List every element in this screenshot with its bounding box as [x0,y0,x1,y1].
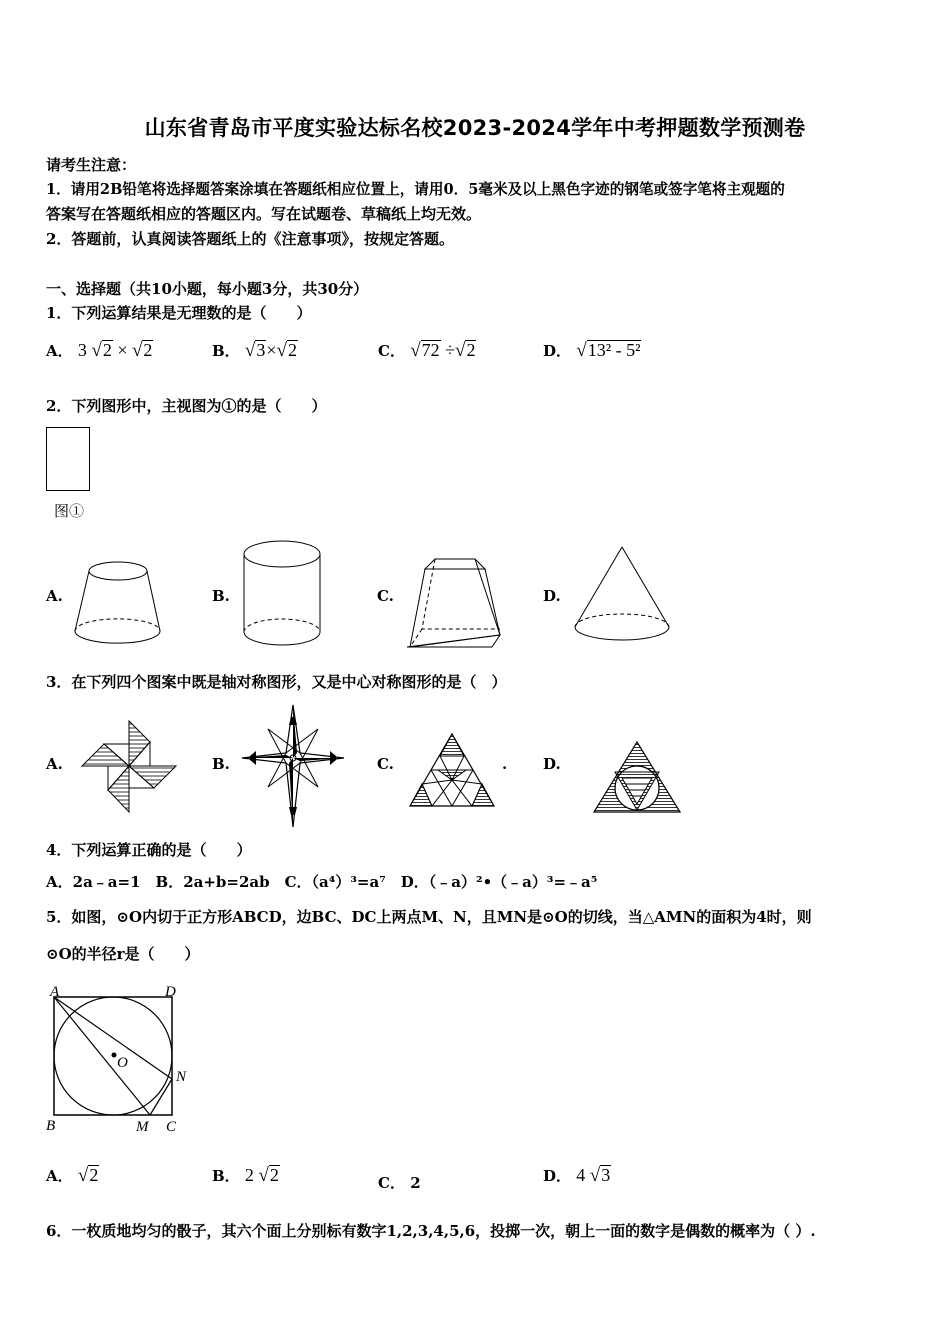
q3-dot: . [502,755,508,773]
q3-triangle-circle-figure [592,740,682,814]
q1-b-label: B． [212,342,240,360]
section-heading: 一、选择题（共10小题，每小题3分，共30分） [46,280,369,298]
q2-cone-figure [570,545,675,645]
q3-label-d: D. [543,755,561,773]
q5-option-c [378,1172,421,1193]
notice-heading: 请考生注意： [46,156,137,174]
q1-option-b: B． √3×√2 [212,340,297,361]
q5-stem-line-2: ⊙O的半径r是（ ） [46,945,200,963]
q2-figure-1-rectangle [46,427,90,491]
q1-stem: 1．下列运算结果是无理数的是（ ） [46,304,312,322]
q5-b-coef: 2 [244,1165,254,1185]
q3-hatched-triangle-figure [408,732,496,808]
q1-a-label: A． [46,342,73,360]
q1-c-op: ÷ [445,340,456,360]
q5-option-d: D． 4 √3 [543,1165,611,1186]
q5-c-label: C． [378,1174,405,1192]
q1-b-radicand2: 2 [287,340,297,360]
q4-stem: 4．下列运算正确的是（ ） [46,841,252,859]
q5-label-n: N [176,1069,187,1085]
page-title: 山东省青岛市平度实验达标名校2023-2024学年中考押题数学预测卷 [144,116,806,140]
q3-label-c: C. [377,755,394,773]
q1-a-radicand2: 2 [143,340,153,360]
q5-a-radicand: 2 [89,1165,99,1185]
q1-option-d: D． √13² - 5² [543,340,641,361]
q5-label-m: M [136,1119,149,1135]
q2-label-a: A. [46,587,63,605]
notice-line-1: 1．请用2B铅笔将选择题答案涂填在答题纸相应位置上，请用0．5毫米及以上黑色字迹的钢笔或签字笔将主观题的 [46,181,785,198]
q5-option-a: A． √2 [46,1165,99,1186]
q4-options: A．2a﹣a=1 B．2a+b=2ab C．（a⁴）³=a⁷ D．（﹣a）²•（﹣a）³=﹣a⁵ [46,873,598,891]
q5-stem-line-1: 5．如图，⊙O内切于正方形ABCD，边BC、DC上两点M、N，且MN是⊙O的切线，当△AMN的面积为4时，则 [46,908,812,926]
q1-c-radicand2: 2 [466,340,476,360]
q3-compass-star-figure [240,703,346,828]
q5-d-coef: 4 [576,1165,586,1185]
q5-b-radicand: 2 [269,1165,279,1185]
q1-a-coef: 3 [77,340,87,360]
q1-option-c: C． √72 ÷√2 [378,340,476,361]
q1-b-radicand1: 3 [256,340,266,360]
q5-b-label: B． [212,1167,240,1185]
q3-label-b: B. [212,755,230,773]
q3-stem: 3．在下列四个图案中既是轴对称图形，又是中心对称图形的是（ ） [46,673,507,691]
q5-label-o: O [117,1055,128,1071]
q1-a-radicand1: 2 [102,340,112,360]
q2-frustum-figure [70,556,165,651]
q2-stem: 2．下列图形中，主视图为①的是（ ） [46,397,327,415]
q2-prismoid-figure [400,555,505,650]
q6-stem: 6．一枚质地均匀的骰子，其六个面上分别标有数字1,2,3,4,5,6，投掷一次，朝上一面的数字是偶数的概率为（ ）. [46,1222,816,1240]
notice-line-1b: 答案写在答题纸相应的答题区内。写在试题卷、草稿纸上均无效。 [46,205,482,223]
q1-c-radicand1: 72 [421,340,440,360]
q5-d-radicand: 3 [601,1165,611,1185]
q2-label-c: C. [377,587,394,605]
notice-line-2: 2．答题前，认真阅读答题纸上的《注意事项》，按规定答题。 [46,230,454,248]
q2-label-d: D. [543,587,561,605]
q1-option-a: A． 3 √2 × √2 [46,340,153,361]
q2-label-b: B. [212,587,230,605]
q1-c-label: C． [378,342,405,360]
q3-pinwheel-figure [78,718,180,816]
q5-label-a: A [50,984,60,1000]
q5-label-c: C [166,1119,177,1135]
q1-a-op: × [117,340,128,360]
q5-c-value: 2 [410,1174,421,1192]
q3-label-a: A. [46,755,63,773]
q2-figure-1-caption: 图① [54,502,85,520]
q2-cylinder-figure [240,536,325,651]
q1-b-op: × [266,340,277,360]
q5-d-label: D． [543,1167,572,1185]
q1-d-radicand: 13² - 5² [587,340,641,360]
q5-a-label: A． [46,1167,73,1185]
q5-label-d: D [165,984,176,1000]
q5-label-b: B [46,1118,56,1134]
q1-d-label: D． [543,342,572,360]
q5-option-b: B． 2 √2 [212,1165,279,1186]
